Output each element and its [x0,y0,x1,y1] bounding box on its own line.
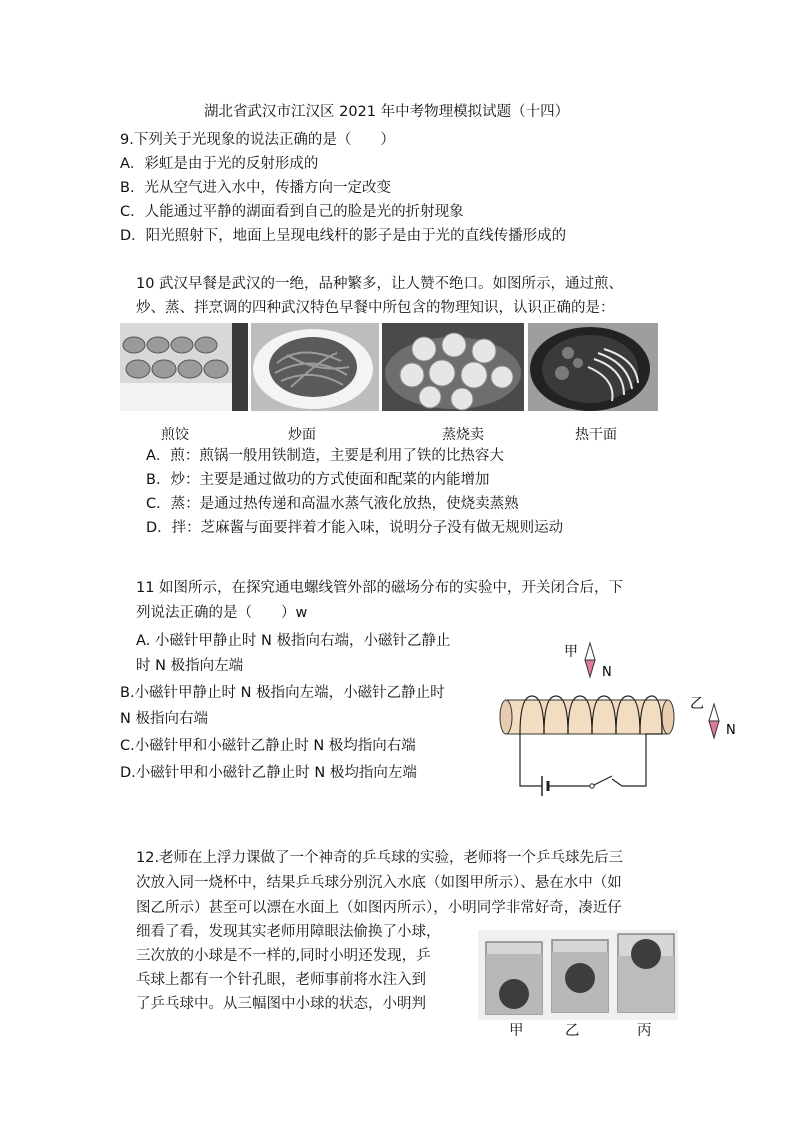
q12-line1: 12.老师在上浮力课做了一个神奇的乒乓球的实验，老师将一个乒乓球先后三 [136,850,624,866]
q10-stem-line2: 炒、蒸、拌烹调的四种武汉特色早餐中所包含的物理知识，认识正确的是： [136,300,615,316]
beaker-label-yi: 乙 [565,1023,580,1039]
q10-option-a: A．煎：煎锅一般用铁制造，主要是利用了铁的比热容大 [146,448,504,464]
q11-stem-line1: 11 如图所示，在探究通电螺线管外部的磁场分布的实验中，开关闭合后，下 [136,580,624,596]
q12-line6: 乓球上都有一个针孔眼，老师事前将水注入到 [136,972,426,988]
q9-stem: 9.下列关于光现象的说法正确的是（ ） [120,132,395,148]
label-jia: 甲 [564,644,578,660]
q12-line2: 次放入同一烧杯中，结果乒乓球分别沉入水底（如图甲所示）、悬在水中（如 [136,875,622,891]
caption-chaomian: 炒面 [288,427,316,443]
q11-stem-line2: 列说法正确的是（ ）w [136,605,308,621]
beaker-bing [618,934,674,1012]
q9-option-d: D．阳光照射下，地面上呈现电线杆的影子是由于光的直线传播形成的 [120,228,567,244]
q11-option-d: D.小磁针甲和小磁针乙静止时 N 极均指向左端 [120,765,417,781]
q10-option-b: B．炒：主要是通过做功的方式使面和配菜的内能增加 [146,472,490,488]
q10-option-d: D．拌：芝麻酱与面要拌着才能入味，说明分子没有做无规则运动 [146,520,564,536]
q12-line7: 了乒乓球中。从三幅图中小球的状态，小明判 [136,996,426,1012]
q10-stem-line1: 10 武汉早餐是武汉的一绝，品种繁多，让人赞不绝口。如图所示，通过煎、 [136,276,624,292]
q9-option-c: C．人能通过平静的湖面看到自己的脸是光的折射现象 [120,204,464,220]
q11-option-a-line2: 时 N 极指向左端 [136,658,244,674]
q12-line4: 细看了看，发现其实老师用障眼法偷换了小球， [136,924,441,940]
q12-line3: 图乙所示）甚至可以漂在水面上（如图丙所示），小明同学非常好奇，凑近仔 [136,900,622,916]
page-title: 湖北省武汉市江汉区 2021 年中考物理模拟试题（十四） [204,104,570,120]
solenoid-tube [500,700,674,734]
q11-option-c: C.小磁针甲和小磁针乙静止时 N 极均指向右端 [120,738,416,754]
compass-yi [709,704,719,738]
photo-chaomian [251,323,379,411]
q10-option-c: C．蒸：是通过热传递和高温水蒸气液化放热，使烧卖蒸熟 [146,496,519,512]
label-n-yi: N [726,723,736,738]
q11-option-a-line1: A. 小磁针甲静止时 N 极指向右端，小磁针乙静止 [136,633,451,649]
compass-jia [585,643,595,677]
q12-line5: 三次放的小球是不一样的,同时小明还发现，乒 [136,948,431,964]
photo-jianjiao [120,323,248,411]
beaker-label-jia: 甲 [509,1023,524,1039]
caption-reganmian: 热干面 [575,427,617,443]
beaker-label-bing: 丙 [637,1023,652,1039]
battery-icon [542,776,548,796]
caption-shaomai: 蒸烧卖 [442,427,484,443]
beaker-jia [486,942,542,1014]
solenoid-figure [490,636,750,806]
q9-option-a: A．彩虹是由于光的反射形成的 [120,156,319,172]
q11-option-b-line2: N 极指向右端 [120,711,208,727]
photo-shaomai [382,323,524,411]
q9-option-b: B．光从空气进入水中，传播方向一定改变 [120,180,391,196]
photo-reganmian [528,323,658,411]
label-yi: 乙 [690,696,704,712]
caption-jianjiao: 煎饺 [161,427,189,443]
q11-option-b-line1: B.小磁针甲静止时 N 极指向左端，小磁针乙静止时 [120,685,445,701]
label-n-jia: N [602,665,612,680]
beaker-yi [552,940,608,1012]
beakers-figure [478,930,678,1020]
switch-icon [590,776,612,788]
